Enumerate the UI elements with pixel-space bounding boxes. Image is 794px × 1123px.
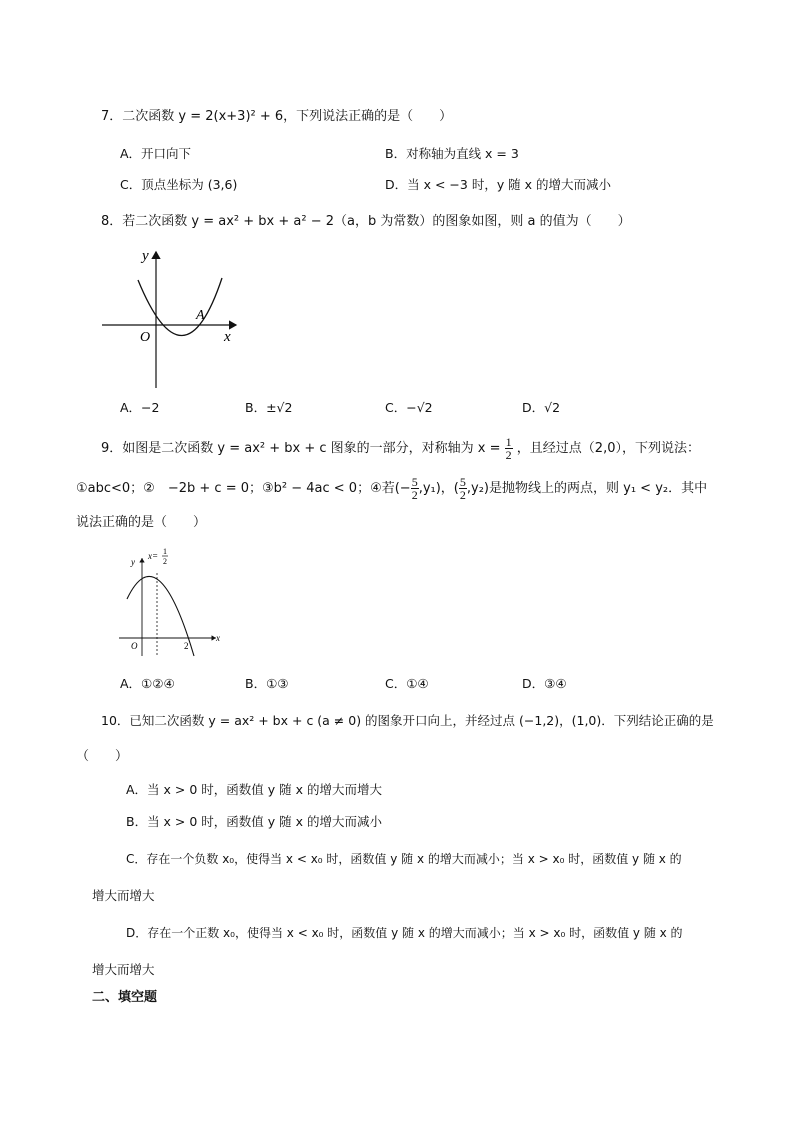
q7-stem: 7．二次函数 y = 2(x+3)² + 6，下列说法正确的是（ ） [101, 109, 453, 124]
axis-eq-num: 1 [163, 547, 167, 556]
q10-option-d-line1: D．存在一个正数 x₀，使得当 x < x₀ 时，函数值 y 随 x 的增大而减小；当 x > x₀ 时，函数值 y 随 x 的 [126, 926, 683, 940]
frac-den: 2 [459, 488, 466, 502]
q9-stem-line1 [101, 436, 700, 461]
axis-eq-den: 2 [163, 557, 167, 566]
q9-axis-fraction [505, 436, 513, 461]
q8-stem: 8．若二次函数 y = ax² + bx + a² − 2（a，b 为常数）的图象如图，则 a 的值为（ ） [101, 214, 631, 229]
q10-option-b: B．当 x > 0 时，函数值 y 随 x 的增大而减小 [126, 814, 382, 829]
q9-option-a: A．①②④ [120, 676, 175, 691]
y-axis-label: y [131, 557, 135, 567]
section-heading-fill-in: 二、填空题 [92, 990, 158, 1005]
frac-den: 2 [411, 488, 418, 502]
q7-option-d: D．当 x < −3 时，y 随 x 的增大而减小 [385, 177, 612, 192]
q8-option-a: A．−2 [120, 400, 160, 415]
x-axis-label: x [224, 329, 231, 345]
q9-stem-line2-b: ,y₁)，( [418, 481, 459, 496]
point-a-label: A [196, 308, 205, 323]
axis-eq-prefix: x= [148, 551, 159, 561]
q7-option-c: C．顶点坐标为 (3,6) [120, 177, 238, 192]
q9-option-b: B．①③ [245, 676, 289, 691]
frac-num: 5 [459, 475, 466, 489]
q10-option-c-line1: C．存在一个负数 x₀，使得当 x < x₀ 时，函数值 y 随 x 的增大而减小；当 x > x₀ 时，函数值 y 随 x 的 [126, 852, 682, 866]
q10-stem-line1: 10．已知二次函数 y = ax² + bx + c (a ≠ 0) 的图象开口向上，并经过点 (−1,2)，(1,0)．下列结论正确的是 [101, 713, 714, 728]
frac-num: 5 [411, 475, 418, 489]
q7-option-a: A．开口向下 [120, 146, 192, 161]
q9-fraction-1 [411, 476, 419, 501]
y-axis-label: y [142, 248, 149, 264]
q9-stem-line2 [76, 476, 707, 501]
q10-stem-line2: （ ） [76, 749, 129, 764]
q9-stem-text-a: 9．如图是二次函数 y = ax² + bx + c 图象的一部分，对称轴为 x = [101, 441, 501, 456]
frac-den: 2 [505, 448, 512, 462]
q10-option-d-line2: 增大而增大 [92, 962, 155, 977]
x-axis-label: x [216, 633, 220, 643]
q9-option-d: D．③④ [522, 676, 567, 691]
q9-stem-text-b: ，且经过点（2,0），下列说法： [516, 441, 700, 456]
frac-num: 1 [505, 435, 512, 449]
parabola-curve [138, 278, 222, 336]
origin-label: O [131, 641, 138, 651]
q8-option-c: C．−√2 [385, 400, 433, 415]
q8-option-b: B．±√2 [245, 400, 293, 415]
q9-option-c: C．①④ [385, 676, 429, 691]
q9-stem-line2-a: ①abc<0；② −2b + c = 0；③b² − 4ac < 0；④若(− [76, 481, 411, 496]
q9-stem-line2-c: ,y₂)是抛物线上的两点，则 y₁ < y₂．其中 [466, 481, 708, 496]
tick-label-2: 2 [184, 641, 189, 651]
q9-graph [116, 546, 222, 658]
q10-option-a: A．当 x > 0 时，函数值 y 随 x 的增大而增大 [126, 782, 382, 797]
q9-stem-line3: 说法正确的是（ ） [76, 515, 207, 530]
q8-graph [98, 240, 243, 392]
q7-option-b: B．对称轴为直线 x = 3 [385, 146, 519, 161]
q8-option-d: D．√2 [522, 400, 561, 415]
q10-option-c-line2: 增大而增大 [92, 888, 155, 903]
origin-label: O [140, 330, 151, 345]
q9-fraction-2 [459, 476, 467, 501]
